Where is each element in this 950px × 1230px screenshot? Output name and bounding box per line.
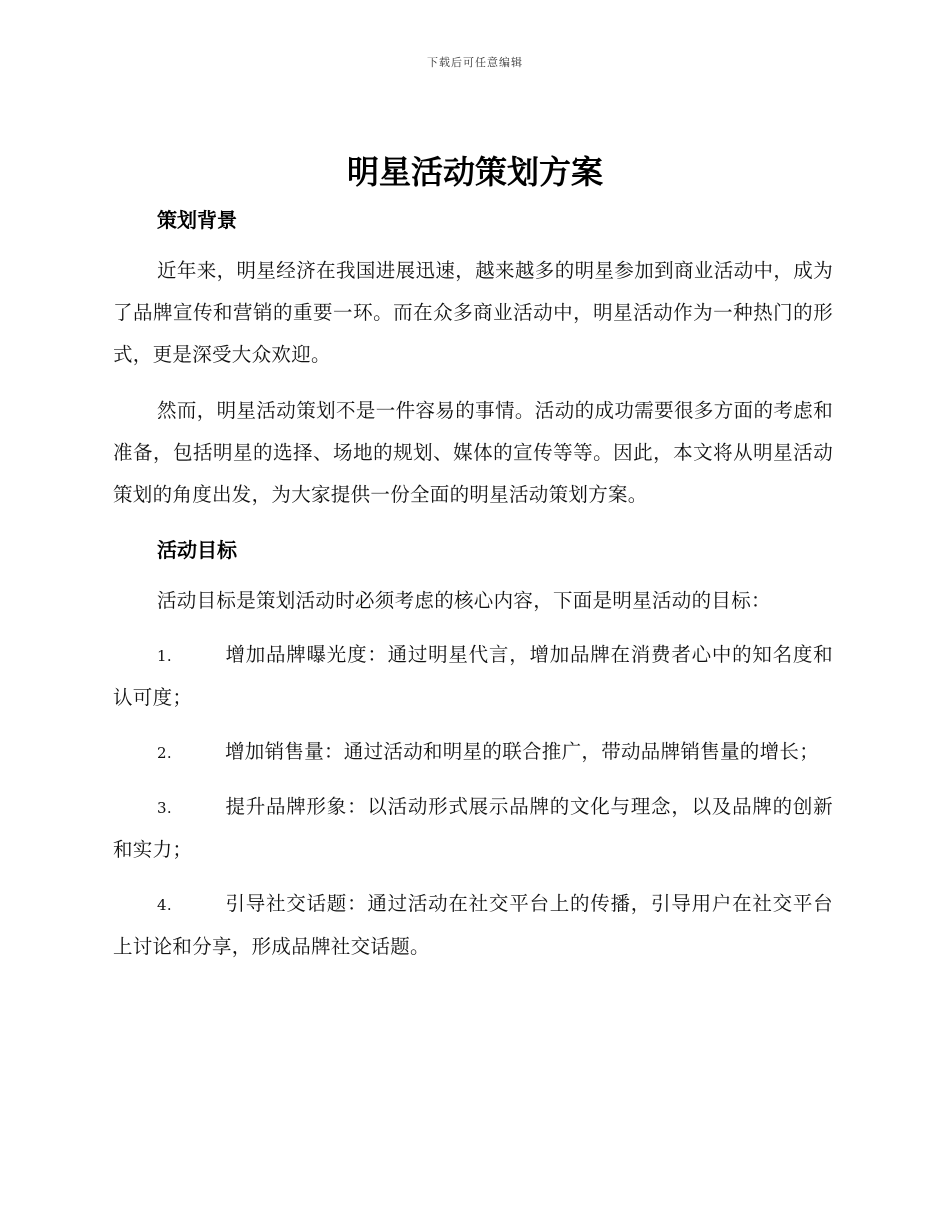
list-item-text: 提升品牌形象：以活动形式展示品牌的文化与理念，以及品牌的创新和实力； [113,795,833,861]
list-item [113,731,833,774]
list-number: 2. [157,744,172,762]
page-header: 下载后可任意编辑 [427,56,523,69]
list-item [113,883,833,968]
list-number: 1. [157,647,172,665]
paragraph: 然而，明星活动策划不是一件容易的事情。活动的成功需要很多方面的考虑和准备，包括明星的选择、场地的规划、媒体的宣传等等。因此，本文将从明星活动策划的角度出发，为大家提供一份全面的明星活动策划方案。 [113,399,833,506]
list-item [113,634,833,719]
document-body [113,200,833,968]
goals-list [113,634,833,968]
section-heading-goals: 活动目标 [157,538,237,562]
list-item [113,786,833,871]
list-item-text: 增加销售量：通过活动和明星的联合推广，带动品牌销售量的增长； [225,740,820,763]
list-number: 4. [157,896,172,914]
paragraph: 近年来，明星经济在我国进展迅速，越来越多的明星参加到商业活动中，成为了品牌宣传和营销的重要一环。而在众多商业活动中，明星活动作为一种热门的形式，更是深受大众欢迎。 [113,259,833,366]
list-item-text: 增加品牌曝光度：通过明星代言，增加品牌在消费者心中的知名度和认可度； [113,643,833,709]
list-number: 3. [157,799,172,817]
section-heading-background: 策划背景 [157,208,237,232]
paragraph-intro: 活动目标是策划活动时必须考虑的核心内容，下面是明星活动的目标： [157,589,771,612]
document-title: 明星活动策划方案 [346,153,603,191]
list-item-text: 引导社交话题：通过活动在社交平台上的传播，引导用户在社交平台上讨论和分享，形成品牌社交话题。 [113,892,833,958]
